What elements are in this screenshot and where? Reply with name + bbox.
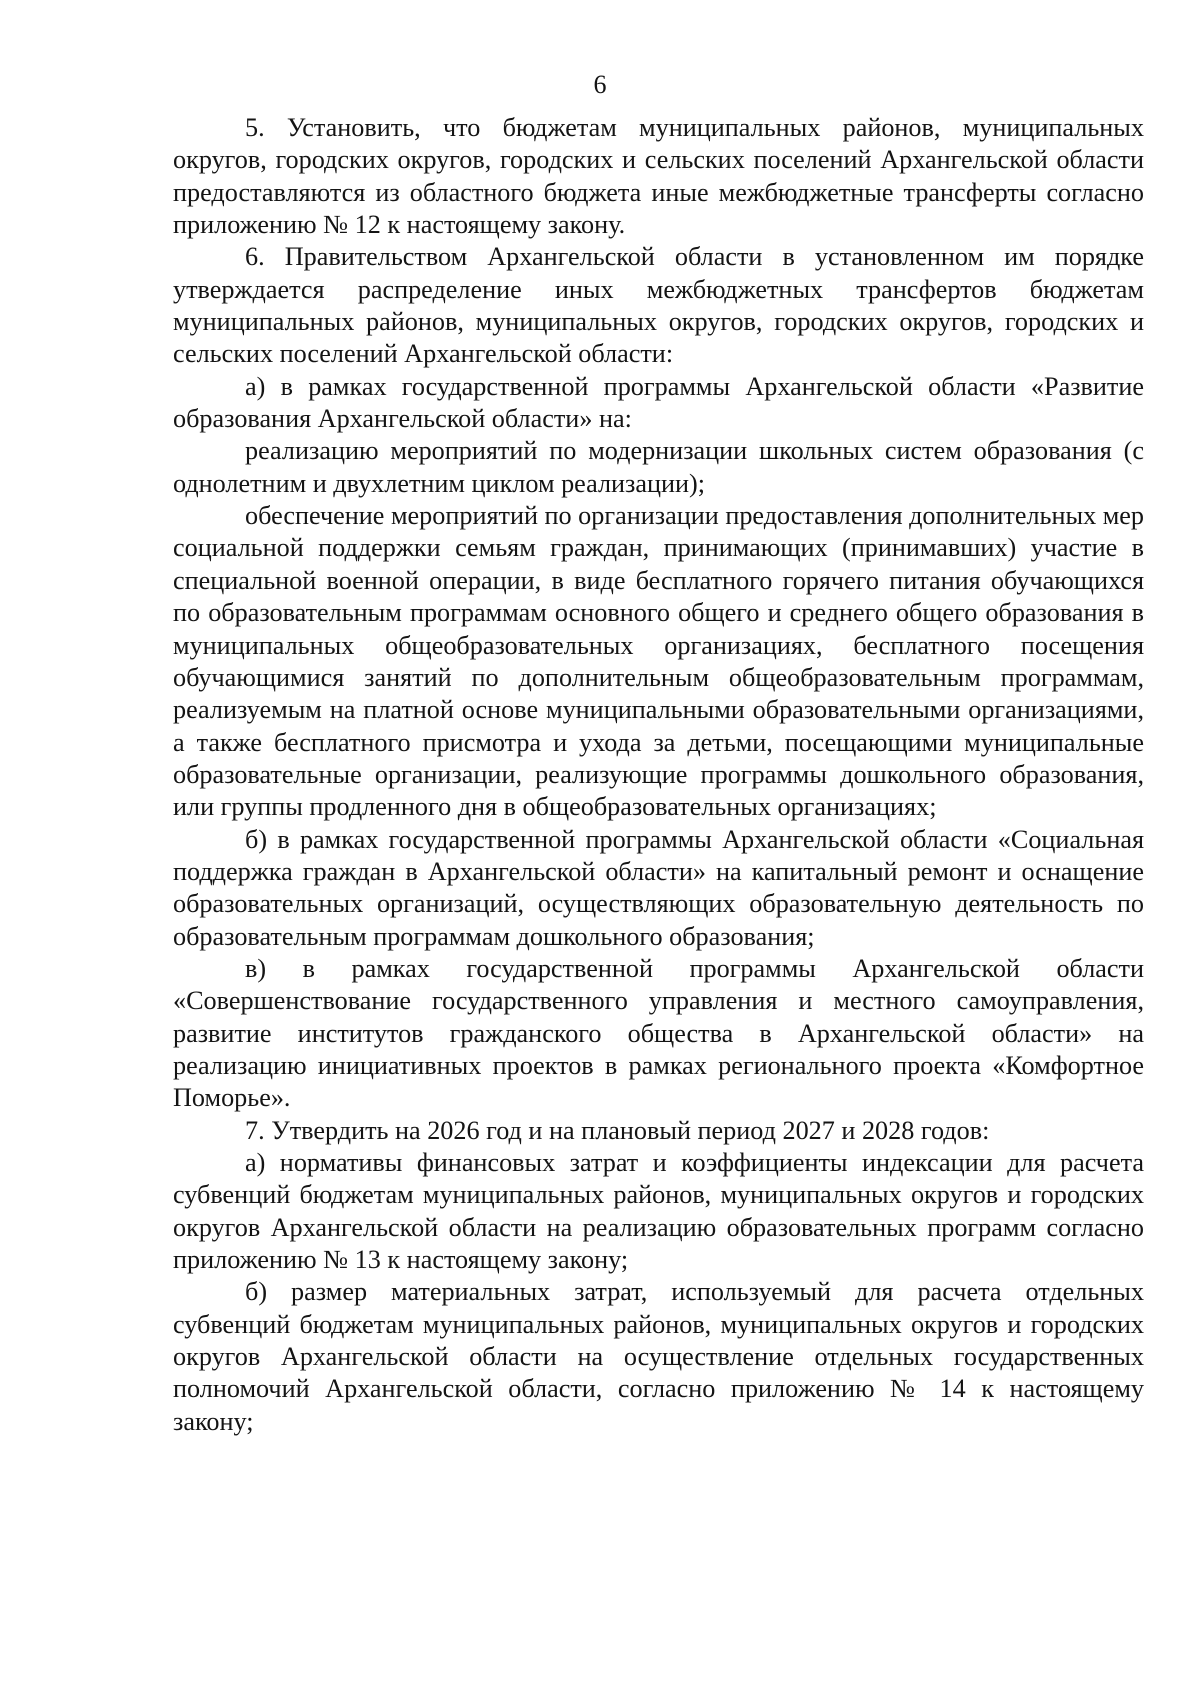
paragraph-item-6: 6. Правительством Архангельской области в установленном им порядке утверждается распределение иных межбюджетных трансфертов бюджетам муниципальных районов, муниципальных округов, городских округов, городских и сельских поселений Архангельской области: (173, 242, 1144, 369)
page-number: 6 (593, 70, 607, 99)
paragraph-item-6v: в) в рамках государственной программы Архангельской области «Совершенствование государственного управления и местного самоуправления, развитие институтов гражданского общества в Архангельской области» на реализацию инициативных проектов в рамках регионального проекта «Комфортное Поморье». (173, 953, 1144, 1113)
paragraph-item-6b: б) в рамках государственной программы Архангельской области «Социальная поддержка граждан в Архангельской области» на капитальный ремонт и оснащение образовательных организаций, осуществляющих образовательную деятельность по образовательным программам дошкольного образования; (173, 824, 1144, 951)
paragraph-item-6a: а) в рамках государственной программы Архангельской области «Развитие образования Архангельской области» на: (173, 371, 1144, 434)
paragraph-item-6a-social-support: обеспечение мероприятий по организации предоставления дополнительных мер социальной поддержки семьям граждан, принимающих (принимавших) участие в специальной военной операции, в виде бесплатного горячего питания обучающихся по образовательным программам основного общего и среднего общего образования в муниципальных общеобразовательных организациях, бесплатного посещения обучающимися занятий по дополнительным общеобразовательным программам, реализуемым на платной основе муниципальными образовательными организациями, а также бесплатного присмотра и ухода за детьми, посещающими муниципальные образовательные организации, реализующие программы дошкольного образования, или группы продленного дня в общеобразовательных организациях; (173, 501, 1145, 822)
paragraph-item-5: 5. Установить, что бюджетам муниципальных районов, муниципальных округов, городских округов, городских и сельских поселений Архангельской области предоставляются из областного бюджета иные межбюджетные трансферты согласно приложению № 12 к настоящему закону. (173, 113, 1144, 240)
paragraph-item-7b: б) размер материальных затрат, используемый для расчета отдельных субвенций бюджетам муниципальных районов, муниципальных округов и городских округов Архангельской области на осуществление отдельных государственных полномочий Архангельской области, согласно приложению № 14 к настоящему закону; (173, 1277, 1144, 1436)
paragraph-item-6a-school-modernization: реализацию мероприятий по модернизации школьных систем образования (с однолетним и двухлетним циклом реализации); (173, 436, 1144, 498)
paragraph-item-7: 7. Утвердить на 2026 год и на плановый период 2027 и 2028 годов: (245, 1115, 990, 1145)
document-body (173, 112, 1144, 1438)
paragraph-item-7a: а) нормативы финансовых затрат и коэффициенты индексации для расчета субвенций бюджетам муниципальных районов, муниципальных округов и городских округов Архангельской области на реализацию образовательных программ согласно приложению № 13 к настоящему закону; (173, 1148, 1144, 1275)
